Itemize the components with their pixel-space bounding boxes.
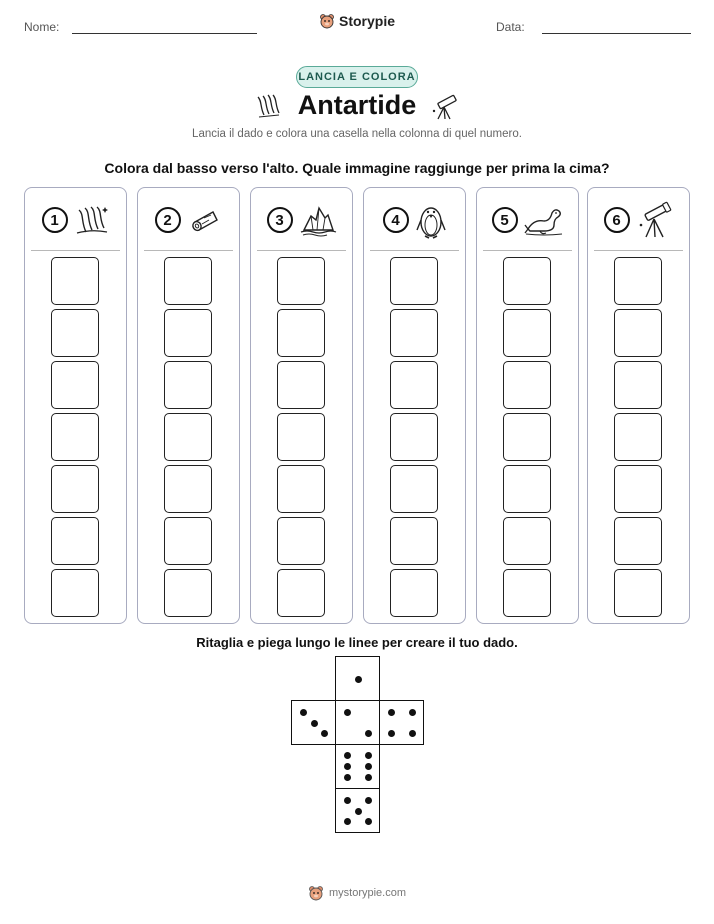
bear-logo-icon xyxy=(308,885,324,901)
dice-pip xyxy=(311,720,318,727)
activity-badge: LANCIA E COLORA xyxy=(296,66,418,88)
color-box[interactable] xyxy=(277,309,325,357)
column-separator xyxy=(257,250,346,251)
date-line[interactable] xyxy=(542,33,691,34)
dice-face-1 xyxy=(335,656,380,701)
dice-face-5 xyxy=(335,788,380,833)
color-box[interactable] xyxy=(164,361,212,409)
column-number: 5 xyxy=(492,207,518,233)
color-box[interactable] xyxy=(503,309,551,357)
dice-pip xyxy=(409,730,416,737)
dice-pip xyxy=(365,797,372,804)
dice-face-6 xyxy=(335,744,380,789)
column-6 xyxy=(587,187,690,624)
color-box[interactable] xyxy=(164,257,212,305)
dice-pip xyxy=(365,818,372,825)
aurora-icon xyxy=(74,202,110,238)
color-box[interactable] xyxy=(390,309,438,357)
telescope-icon xyxy=(430,91,460,121)
dice-pip xyxy=(388,709,395,716)
column-separator xyxy=(483,250,572,251)
color-box[interactable] xyxy=(164,309,212,357)
color-box[interactable] xyxy=(503,413,551,461)
column-header xyxy=(477,198,578,242)
log-icon xyxy=(187,202,223,238)
color-box[interactable] xyxy=(614,257,662,305)
color-box[interactable] xyxy=(390,517,438,565)
dice-instruction: Ritaglia e piega lungo le linee per creare il tuo dado. xyxy=(196,635,518,650)
color-box[interactable] xyxy=(277,257,325,305)
color-box[interactable] xyxy=(390,361,438,409)
color-box[interactable] xyxy=(614,413,662,461)
dice-face-3 xyxy=(291,700,336,745)
penguin-icon xyxy=(415,200,447,240)
dice-pip xyxy=(365,752,372,759)
color-box[interactable] xyxy=(51,517,99,565)
column-number: 1 xyxy=(42,207,68,233)
color-box[interactable] xyxy=(277,569,325,617)
date-label: Data: xyxy=(496,20,525,34)
bear-logo-icon xyxy=(319,13,335,29)
column-5 xyxy=(476,187,579,624)
column-2 xyxy=(137,187,240,624)
brand-logo xyxy=(0,13,714,29)
color-box[interactable] xyxy=(51,569,99,617)
color-box[interactable] xyxy=(503,465,551,513)
color-box[interactable] xyxy=(503,257,551,305)
column-3 xyxy=(250,187,353,624)
footer-url[interactable]: mystorypie.com xyxy=(328,887,407,899)
brand-name: Storypie xyxy=(338,13,395,29)
dice-pip xyxy=(300,709,307,716)
column-header xyxy=(251,198,352,242)
seal-icon xyxy=(524,203,564,237)
color-box[interactable] xyxy=(51,413,99,461)
name-label: Nome: xyxy=(24,20,60,34)
color-box[interactable] xyxy=(503,361,551,409)
dice-pip xyxy=(321,730,328,737)
dice-pip xyxy=(344,818,351,825)
color-box[interactable] xyxy=(277,413,325,461)
title-row xyxy=(0,90,714,121)
color-box[interactable] xyxy=(390,569,438,617)
dice-pip xyxy=(365,730,372,737)
color-box[interactable] xyxy=(51,361,99,409)
dice-face-2 xyxy=(335,700,380,745)
dice-pip xyxy=(344,774,351,781)
iceberg-icon xyxy=(299,202,337,238)
dice-pip xyxy=(365,774,372,781)
coloring-instruction: Colora dal basso verso l'alto. Quale immagine raggiunge per prima la cima? xyxy=(104,160,610,176)
column-number: 3 xyxy=(267,207,293,233)
column-number: 2 xyxy=(155,207,181,233)
column-header xyxy=(138,198,239,242)
dice-pip xyxy=(344,752,351,759)
color-box[interactable] xyxy=(164,413,212,461)
column-separator xyxy=(144,250,233,251)
color-box[interactable] xyxy=(614,361,662,409)
color-box[interactable] xyxy=(614,569,662,617)
dice-columns xyxy=(24,187,690,624)
column-separator xyxy=(31,250,120,251)
color-box[interactable] xyxy=(164,465,212,513)
color-box[interactable] xyxy=(390,465,438,513)
name-line[interactable] xyxy=(72,33,257,34)
dice-pip xyxy=(344,797,351,804)
dice-pip xyxy=(355,808,362,815)
color-box[interactable] xyxy=(51,309,99,357)
dice-face-4 xyxy=(379,700,424,745)
color-box[interactable] xyxy=(503,517,551,565)
dice-pip xyxy=(409,709,416,716)
color-box[interactable] xyxy=(277,517,325,565)
color-box[interactable] xyxy=(164,517,212,565)
column-number: 4 xyxy=(383,207,409,233)
column-header xyxy=(25,198,126,242)
aurora-icon xyxy=(254,91,284,121)
column-1 xyxy=(24,187,127,624)
footer xyxy=(0,885,714,901)
color-box[interactable] xyxy=(51,465,99,513)
dice-pip xyxy=(388,730,395,737)
color-box[interactable] xyxy=(614,517,662,565)
subtitle: Lancia il dado e colora una casella nella colonna di quel numero. xyxy=(192,128,522,140)
dice-pip xyxy=(344,763,351,770)
color-box[interactable] xyxy=(164,569,212,617)
dice-pip xyxy=(365,763,372,770)
dice-pip xyxy=(344,709,351,716)
color-box[interactable] xyxy=(390,413,438,461)
color-box[interactable] xyxy=(277,361,325,409)
color-box[interactable] xyxy=(51,257,99,305)
column-separator xyxy=(594,250,683,251)
color-box[interactable] xyxy=(614,465,662,513)
color-box[interactable] xyxy=(614,309,662,357)
color-box[interactable] xyxy=(390,257,438,305)
page-title: Antartide xyxy=(297,90,417,120)
color-box[interactable] xyxy=(277,465,325,513)
column-number: 6 xyxy=(604,207,630,233)
column-header xyxy=(588,198,689,242)
telescope-icon xyxy=(636,201,674,239)
column-header xyxy=(364,198,465,242)
column-4 xyxy=(363,187,466,624)
column-separator xyxy=(370,250,459,251)
color-box[interactable] xyxy=(503,569,551,617)
dice-pip xyxy=(355,676,362,683)
